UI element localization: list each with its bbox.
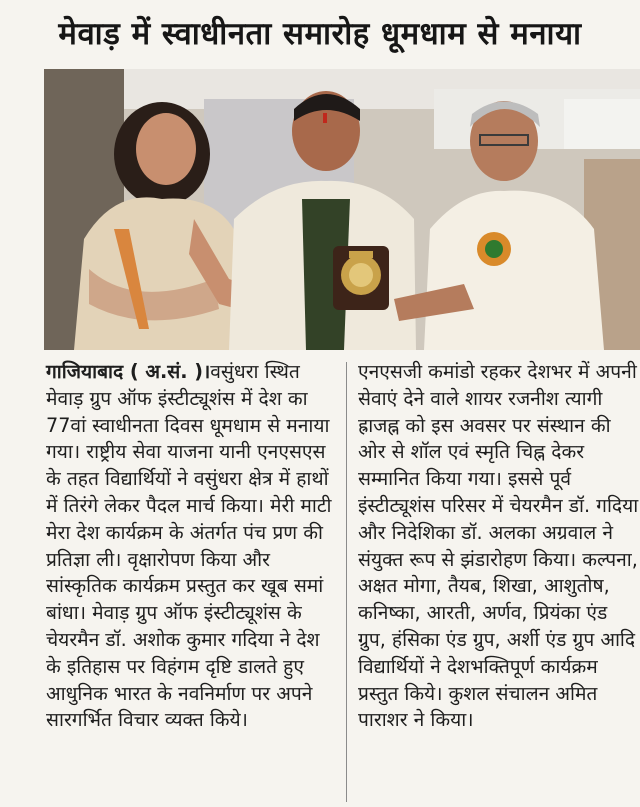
- article-text-right: एनएसजी कमांडो रहकर देशभर में अपनी सेवाएं देने वाले शायर रजनीश त्यागी ह्राजह्न को इस अवसर पर संस्थान की ओर से शॉल एवं स्मृति चिह्न देकर सम्मानित किया गया। इससे पूर्व इंस्टीट्यूशंस परिसर में चेयरमैन डॉ. गदिया और निदेशिका डॉ. अलका अग्रवाल ने संयुक्त रूप से झंडारोहण किया। कल्पना, अक्षत मोगा, तैयब, शिखा, आशुतोष, कनिष्का, आरती, अर्णव, प्रियंका एंड ग्रुप, हंसिका एंड ग्रुप, अर्शी एंड ग्रुप आदि विद्यार्थियों ने देशभक्तिपूर्ण कार्यक्रम प्रस्तुत किये। कुशल संचालन अमित पाराशर ने किया।: [358, 360, 639, 732]
- article-column-right: [358, 359, 640, 734]
- article-column-left: [46, 359, 338, 734]
- headline: मेवाड़ में स्वाधीनता समारोह धूमधाम से मनाया: [58, 16, 582, 52]
- article-text-left: वसुंधरा स्थित मेवाड़ ग्रुप ऑफ इंस्टीट्यूशंस में देश का 77वां स्वाधीनता दिवस धूमधाम से मनाया गया। राष्ट्रीय सेवा याजना यानी एनएसएस के तहत विद्यार्थियों ने वसुंधरा क्षेत्र में हाथों में तिरंगे लेकर पैदल मार्च किया। मेरी माटी मेरा देश कार्यक्रम के अंतर्गत पंच प्रण की प्रतिज्ञा ली। वृक्षारोपण किया और सांस्कृतिक कार्यक्रम प्रस्तुत कर खूब समां बांधा। मेवाड़ ग्रुप ऑफ इंस्टीट्यूशंस के चेयरमैन डॉ. अशोक कुमार गदिया ने देश के इतिहास पर विहंगम दृष्टि डालते हुए आधुनिक भारत के नवनिर्माण पर अपने सारगर्भित विचार व्यक्त किये।: [46, 360, 332, 732]
- dateline: गाजियाबाद ( अ.सं. )।: [46, 360, 211, 383]
- news-photo: [44, 69, 640, 350]
- memento-award: [333, 246, 389, 310]
- column-divider: [346, 362, 347, 802]
